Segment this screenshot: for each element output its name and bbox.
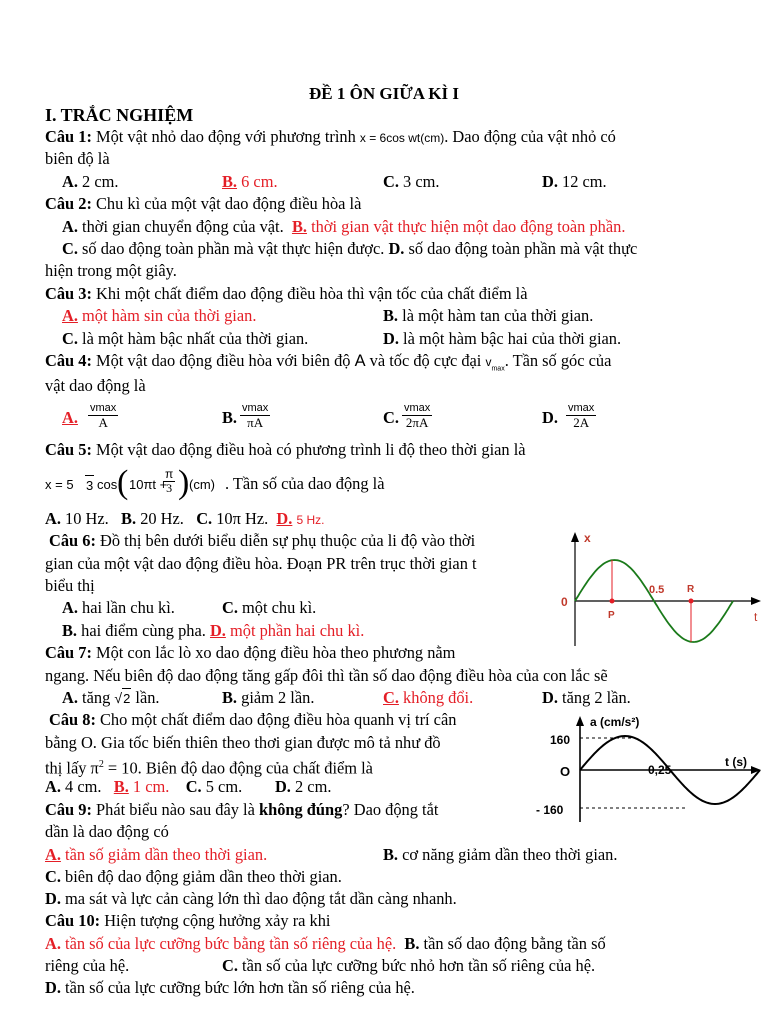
point-r: [689, 599, 694, 604]
correct-answer: A. tần số của lực cưỡng bức bằng tần số riêng của hệ.: [45, 934, 397, 953]
half-label: 0.5: [649, 584, 665, 596]
question-6-options-bd: B. hai điểm cùng pha. D. một phần hai chu kì.: [62, 621, 365, 640]
question-4-cont: vật dao động là: [45, 376, 146, 395]
question-8-options: A. 4 cm. B. 1 cm. C. 5 cm. D. 2 cm.: [45, 777, 332, 796]
correct-answer: D. 5 Hz.: [276, 509, 325, 528]
question-6-cont2: biểu thị: [45, 576, 95, 595]
question-9: Câu 9: Phát biểu nào sau đây là không đúng? Dao động tắt: [45, 800, 439, 819]
fraction-d: vmax 2A: [568, 402, 595, 430]
t-axis-arrow: [751, 597, 761, 605]
question-2-options-ab: A. thời gian chuyển động của vật. B. thời gian vật thực hiện một dao động toàn phần.: [62, 217, 626, 236]
question-8-cont2: thị lấy $\pi^2 = 10$. Biên độ dao động của chất điểm là: [45, 758, 373, 778]
question-6-options-ac: A. hai lần chu kì. C. một chu kì.: [62, 598, 317, 617]
question-3: Câu 3: Khi một chất điểm dao động điều hòa thì vận tốc của chất điểm là: [45, 284, 528, 303]
question-10-options-bc: riêng của hệ. C. tần số của lực cưỡng bức nhỏ hơn tần số riêng của hệ.: [45, 956, 596, 975]
question-10: Câu 10: Hiện tượng cộng hưởng xảy ra khi: [45, 911, 331, 930]
question-1-cont: biên độ là: [45, 149, 110, 168]
fraction-c: vmax 2πA: [404, 402, 431, 430]
t-label: t: [754, 610, 758, 624]
question-7-options: A. tăng √2 lần. B. giảm 2 lần. C. không đổi. D. tăng 2 lần.: [62, 688, 631, 707]
question-8: Câu 8: Cho một chất điểm dao động điều hòa quanh vị trí cân: [49, 710, 457, 729]
page-title: ĐỀ 1 ÔN GIỮA KÌ I: [308, 84, 460, 103]
fraction-a: vmax A: [90, 402, 117, 430]
displacement-graph: [555, 528, 765, 653]
correct-answer: D. một phần hai chu kì.: [209, 621, 365, 640]
origin-label: 0: [561, 595, 568, 609]
question-9-option-d: D. ma sát và lực cản càng lớn thì dao động tắt dần càng nhanh.: [45, 889, 457, 908]
x-label: x: [584, 531, 591, 545]
question-2: Câu 2: Chu kì của một vật dao động điều hòa là: [45, 194, 362, 213]
acceleration-graph: [530, 712, 765, 827]
question-5: Câu 5: Một vật dao động điều hoà có phương trình li độ theo thời gian là: [45, 440, 526, 459]
question-9-option-c: C. biên độ dao động giảm dần theo thời gian.: [45, 867, 342, 886]
question-4-options: A. vmax A B. vmax πA C. vmax 2πA D. vmax 2A: [62, 402, 595, 430]
top-value: 160: [550, 733, 571, 747]
time-label: t (s): [725, 755, 747, 769]
question-3-options-ab: A. một hàm sin của thời gian. B. là một hàm tan của thời gian.: [62, 306, 594, 325]
question-6-cont1: gian của một vật dao động điều hòa. Đoạn PR trên trục thời gian t: [45, 554, 477, 573]
question-1: Câu 1: Một vật nhỏ dao động với phương trình x = 6cos wt(cm). Dao động của vật nhỏ có: [45, 127, 616, 146]
question-4: Câu 4: Một vật dao động điều hòa với biên độ A và tốc độ cực đại $v_{max}$. Tần số góc của: [45, 351, 612, 373]
r-label: R: [687, 584, 695, 595]
question-9-options-ab: A. tần số giảm dần theo thời gian. B. cơ năng giảm dần theo thời gian.: [45, 845, 618, 864]
question-5-options: A. 10 Hz. B. 20 Hz. C. 10π Hz. D. 5 Hz.: [45, 509, 325, 528]
correct-answer: A.: [62, 408, 78, 427]
quarter-label: 0,25: [648, 763, 672, 777]
x-axis-arrow: [571, 532, 579, 542]
correct-answer: B. 1 cm.: [113, 777, 170, 796]
equation: x = 6cos wt(cm): [359, 131, 445, 145]
question-8-cont1: bằng O. Gia tốc biến thiên theo thơi gian được mô tả như đồ: [45, 733, 441, 752]
correct-answer: B. thời gian vật thực hiện một dao động toàn phần.: [291, 217, 626, 236]
question-3-options-cd: C. là một hàm bậc nhất của thời gian. D. là một hàm bậc hai của thời gian.: [62, 329, 622, 348]
a-label: a (cm/s²): [590, 715, 640, 729]
question-7-cont: ngang. Nếu biên độ dao động tăng gấp đôi thì tần số dao động điều hòa của con lắc sẽ: [45, 666, 608, 685]
question-7: Câu 7: Một con lắc lò xo dao động điều hòa theo phương nằm: [45, 643, 456, 662]
origin-label: O: [560, 764, 571, 779]
point-p: [610, 599, 615, 604]
correct-answer: A. một hàm sin của thời gian.: [62, 306, 257, 325]
correct-answer: A. tần số giảm dần theo thời gian.: [45, 845, 268, 864]
section-heading: I. TRẮC NGHIỆM: [45, 105, 194, 125]
fraction-b: vmax πA: [242, 402, 269, 430]
question-2-options-cd: C. số dao động toàn phần mà vật thực hiện được. D. số dao động toàn phần mà vật thực: [62, 239, 638, 258]
question-10-option-d: D. tần số của lực cưỡng bức lớn hơn tần số riêng của hệ.: [45, 978, 415, 997]
question-10-options-ab: A. tần số của lực cưỡng bức bằng tần số riêng của hệ. B. tần số dao động bằng tần số: [45, 934, 606, 953]
a-axis-arrow: [576, 716, 584, 726]
question-2-cont: hiện trong một giây.: [45, 261, 177, 280]
question-6: Câu 6: Đồ thị bên dưới biểu diễn sự phụ thuộc của li độ vào thời: [49, 531, 476, 550]
correct-answer: B. 6 cm.: [222, 172, 278, 191]
bottom-value: - 160: [536, 803, 564, 817]
exam-page: ĐỀ 1 ÔN GIỮA KÌ I I. TRẮC NGHIỆM Câu 1: Một vật nhỏ dao động với phương trình x = 6cos wt(cm). Dao động của vật nhỏ có biên độ là A. 2 cm. B. 6 cm. C. 3 cm. D. 12 cm. Câu 2: Chu kì của một vật dao động điều hòa là A. thời gian chuyển động của vật. B. thời gian vật thực hiện một dao động toàn phần. C. số dao động toàn phần mà vật thực hiện được. D. số dao động toàn phần mà vật thực hiện trong một giây. Câu 3: Khi một chất điểm dao động điều hòa thì vận tốc của chất điểm là A. một hàm sin của thời gian. B. là một hàm tan của thời gian. C. là một hàm bậc nhất của thời gian. D. là một hàm bậc hai của thời gian. Câu 4: Một vật dao động điều hòa với biên độ A và tốc độ cực đại $v_{max}$. Tần số góc của vật dao động là A. vmax A B. vmax πA C. vmax 2πA D. vmax 2A Câu 5: Một vật dao động điều hoà có phương trình li độ theo thời gian là x = 5 3 cos ( 10πt + $\frac{\pi}{3}$ ) (cm) . Tần số của dao động là A. 10 Hz. B. 20 Hz. C. 10π Hz. D. 5 Hz. Câu 6: Đồ thị bên dưới biểu diễn sự phụ thuộc của li độ vào thời gian của một vật dao động điều hòa. Đoạn PR trên trục thời gian t biểu thị A. hai lần chu kì. C. một chu kì. B. hai điểm cùng pha. D. một phần hai chu kì. x 0 0.5 P R t Câu 7: Một con lắc lò xo dao động điều hòa theo phương nằm ngang. Nếu biên độ dao động tăng gấp đôi thì tần số dao động điều hòa của con lắc sẽ A. tăng √2 lần. B. giảm 2 lần. C. không đổi. D. tăng 2 lần. Câu 8: Cho một chất điểm dao động điều hòa quanh vị trí cân bằng O. Gia tốc biến thiên theo thơi gian được mô tả như đồ thị lấy $\pi^2 = 10$. Biên độ dao động của chất điểm là A. 4 cm. B. 1 cm. C. 5 cm. D. 2 cm. a (cm/s²) 160 O 0,25 t (s) - 160 Câu 9: Phát biểu nào sau đây là không đúng? Dao động tắt dần là dao động có A. tần số giảm dần theo thời gian. B. cơ năng giảm dần theo thời gian. C. biên độ dao động giảm dần theo thời gian. D. ma sát và lực cản càng lớn thì dao động tắt dần càng nhanh. Câu 10: Hiện tượng cộng hưởng xảy ra khi A. tần số của lực cưỡng bức bằng tần số riêng của hệ. B. tần số dao động bằng tần số riêng của hệ. C. tần số của lực cưỡng bức nhỏ hơn tần số riêng của hệ. D. tần số của lực cưỡng bức lớn hơn tần số riêng của hệ.: [0, 0, 768, 1024]
p-label: P: [608, 610, 615, 621]
correct-answer: C. không đổi.: [383, 688, 474, 707]
question-1-options: A. 2 cm. B. 6 cm. C. 3 cm. D. 12 cm.: [62, 172, 607, 191]
question-9-cont: dần là dao động có: [45, 822, 169, 841]
